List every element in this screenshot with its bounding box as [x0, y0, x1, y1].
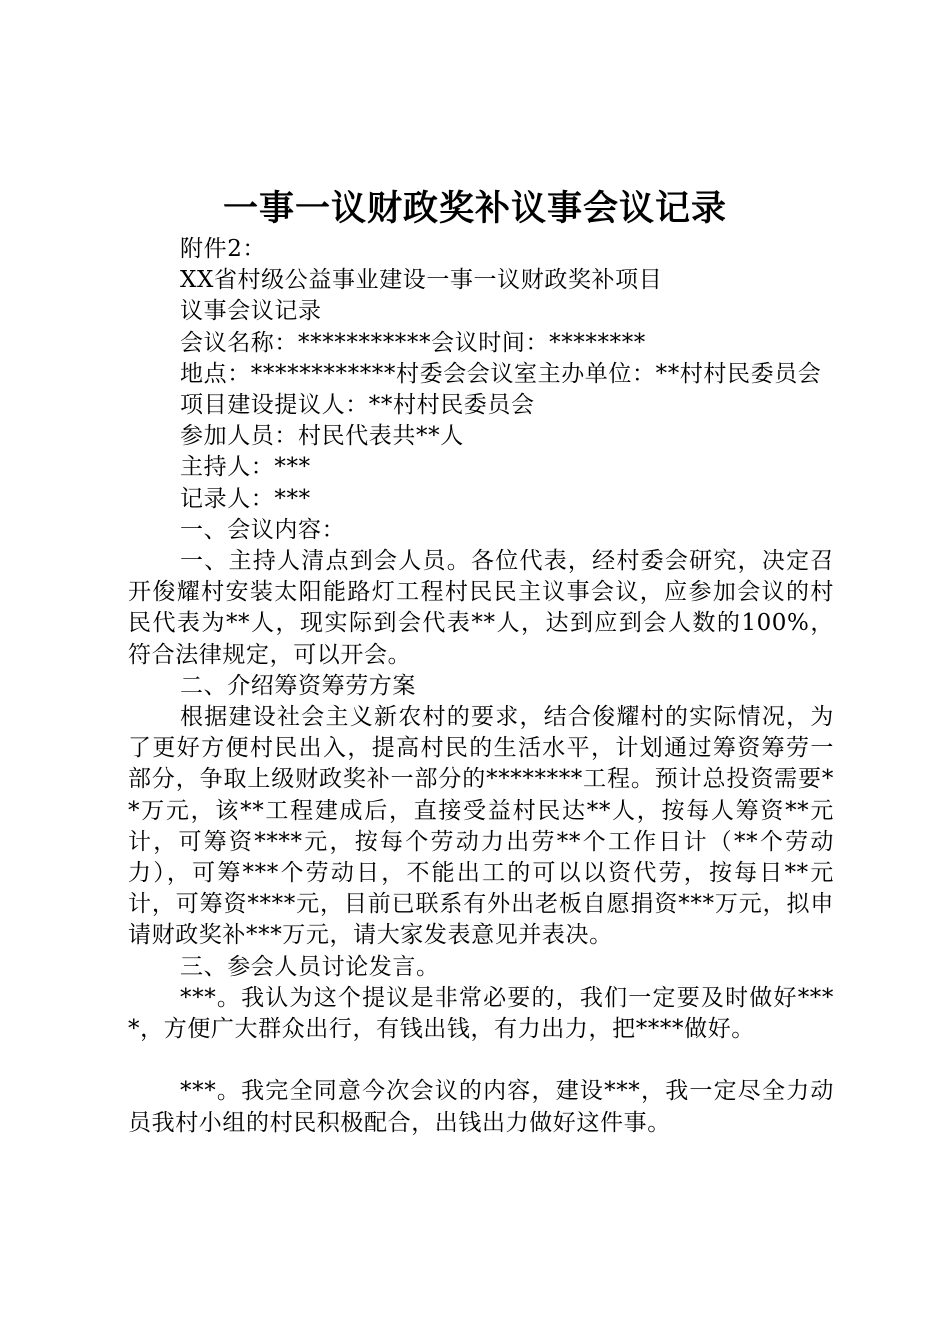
paragraph-speaker-2: ***。我完全同意今次会议的内容，建设***，我一定尽全力动员我村小组的村民积极配合，出钱出力做好这件事。: [128, 1078, 834, 1136]
location-line: 地点：************村委会会议室主办单位：**村村民委员会: [180, 360, 822, 387]
attachment-label: 附件2：: [180, 236, 267, 262]
section-discussion: 三、参会人员讨论发言。: [180, 953, 440, 980]
host-line: 主持人：***: [180, 454, 311, 481]
paragraph-speaker-1: ***。我认为这个提议是非常必要的，我们一定要及时做好****，方便广大群众出行，有钱出钱，有力出力，把****做好。: [128, 984, 834, 1043]
section-meeting-content: 一、会议内容：: [180, 516, 346, 543]
meeting-name-line: 会议名称：***********会议时间：********: [180, 329, 646, 356]
participants-line: 参加人员：村民代表共**人: [180, 423, 464, 450]
subtitle-line-2: 议事会议记录: [180, 298, 322, 325]
subtitle-line-1: XX省村级公益事业建设一事一议财政奖补项目: [180, 267, 663, 294]
paragraph-roll-call: 一、主持人清点到会人员。各位代表，经村委会研究，决定召开俊耀村安装太阳能路灯工程村民民主议事会议，应参加会议的村民代表为**人，现实际到会代表**人，达到应到会人数的100%，符合法律规定，可以开会。: [128, 548, 834, 668]
recorder-line: 记录人：***: [180, 485, 311, 512]
section-funding: 二、介绍筹资筹劳方案: [180, 672, 416, 699]
document-body: [128, 234, 834, 1139]
proposer-line: 项目建设提议人：**村村民委员会: [180, 392, 535, 419]
document-title: 一事一议财政奖补议事会议记录: [222, 188, 727, 229]
paragraph-spacer: [128, 1045, 834, 1076]
paragraph-funding: 根据建设社会主义新农村的要求，结合俊耀村的实际情况，为了更好方便村民出入，提高村民的生活水平，计划通过筹资筹劳一部分，争取上级财政奖补一部分的********工程。预计总投资需要**万元，该**工程建成后，直接受益村民达**人，按每人筹资**元计，可筹资****元，按每个劳动力出劳**个工作日计（**个劳动力），可筹***个劳动日，不能出工的可以以资代劳，按每日**元计，可筹资****元，目前已联系有外出老板自愿捐资***万元，拟申请财政奖补***万元，请大家发表意见并表决。: [128, 704, 834, 949]
